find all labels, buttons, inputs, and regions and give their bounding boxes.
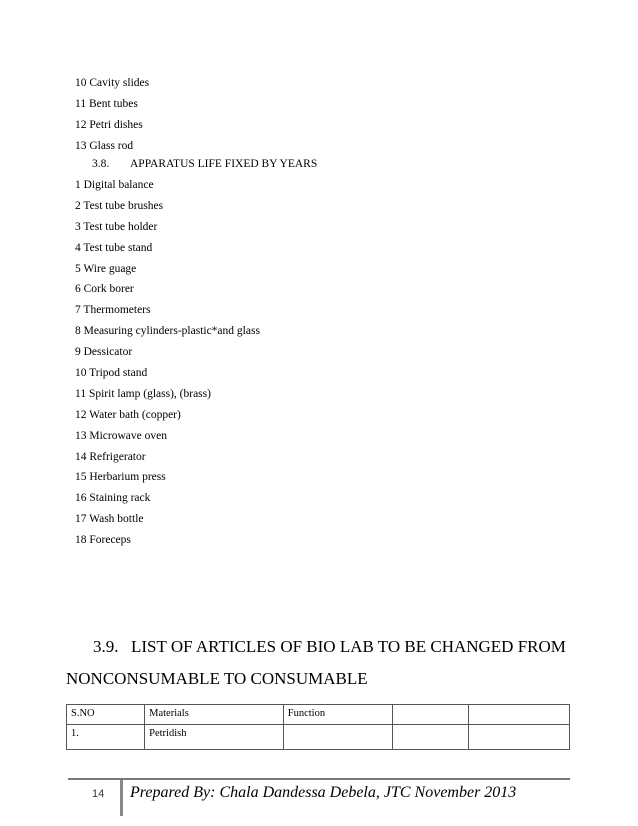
list-item: 16 Staining rack [75, 492, 151, 505]
list-item: 12 Petri dishes [75, 118, 143, 131]
list-item: 10 Tripod stand [75, 367, 148, 380]
list-item: 13 Microwave oven [75, 429, 167, 442]
header-cell-empty [393, 705, 469, 725]
subsection-number: 3.8. [92, 158, 110, 170]
table-cell [468, 725, 569, 750]
table-cell [283, 725, 393, 750]
footer-divider [120, 780, 123, 816]
list-item: 1 Digital balance [75, 179, 154, 191]
articles-table [66, 704, 570, 750]
table-row [67, 725, 570, 750]
list-item: 11 Spirit lamp (glass), (brass) [75, 387, 211, 400]
table-cell [393, 725, 469, 750]
page-footer [68, 778, 570, 816]
section-title-line1: LIST OF ARTICLES OF BIO LAB TO BE CHANGED FROM [131, 637, 566, 656]
header-cell-sno: S.NO [67, 705, 145, 725]
section-heading [66, 631, 586, 695]
section-title-line2: NONCONSUMABLE TO CONSUMABLE [66, 669, 368, 688]
list-item: 9 Dessicator [75, 346, 133, 359]
footer-credit: Prepared By: Chala Dandessa Debela, JTC November 2013 [130, 784, 517, 801]
list-item: 13 Glass rod [75, 139, 134, 152]
list-item: 5 Wire guage [75, 262, 137, 275]
list-item: 10 Cavity slides [75, 77, 150, 89]
list-item: 14 Refrigerator [75, 450, 146, 463]
list-item: 3 Test tube holder [75, 220, 158, 233]
apparatus-list-continued [75, 73, 149, 157]
table-cell: 1. [67, 725, 145, 750]
apparatus-life-list [75, 175, 260, 551]
page-number: 14 [92, 788, 105, 800]
list-item: 7 Thermometers [75, 304, 151, 317]
list-item: 2 Test tube brushes [75, 199, 164, 212]
header-cell-materials: Materials [145, 705, 284, 725]
section-number: 3.9. [93, 637, 119, 656]
list-item: 12 Water bath (copper) [75, 408, 181, 421]
header-cell-empty [468, 705, 569, 725]
list-item: 6 Cork borer [75, 283, 134, 296]
list-item: 15 Herbarium press [75, 471, 166, 484]
table-header-row [67, 705, 570, 725]
table-cell: Petridish [145, 725, 284, 750]
subsection-title: APPARATUS LIFE FIXED BY YEARS [130, 158, 318, 170]
list-item: 17 Wash bottle [75, 513, 144, 526]
list-item: 8 Measuring cylinders-plastic*and glass [75, 325, 260, 338]
list-item: 11 Bent tubes [75, 97, 138, 110]
list-item: 4 Test tube stand [75, 241, 153, 254]
list-item: 18 Foreceps [75, 534, 131, 547]
header-cell-function: Function [283, 705, 393, 725]
subsection-heading [92, 154, 317, 174]
